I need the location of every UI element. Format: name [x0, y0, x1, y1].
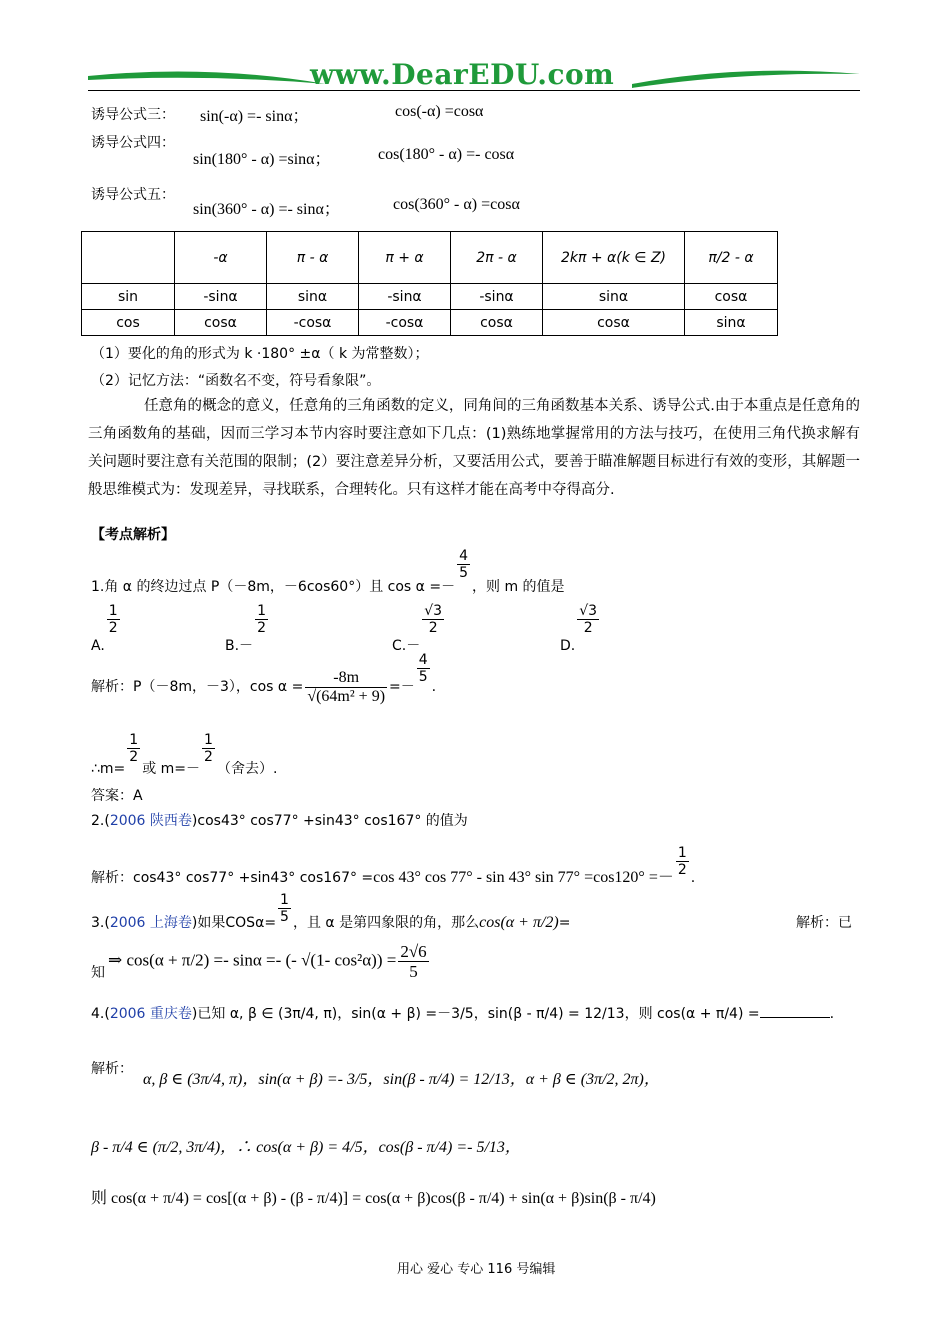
q2-stem-text: )cos43° cos77° +sin43° cos167° 的值为 [191, 813, 468, 829]
q1-option-a-fraction [107, 603, 120, 636]
frac-den: 2 [428, 620, 438, 636]
frac-num: √3 [424, 603, 443, 619]
q1-stem-frac-den: 5 [459, 565, 468, 581]
q1-solution-end: . [431, 679, 437, 695]
frac-num: 1 [257, 603, 266, 619]
table-cell: cosα [543, 310, 685, 336]
frac-num: -8m [305, 669, 387, 688]
frac-num: 1 [677, 845, 687, 861]
formula-3-sin: sin(-α) =- sinα； [200, 108, 309, 125]
q1-stem-text: 1.角 α 的终边过点 P（－8m，－6cos60°）且 cos α =－ [91, 579, 456, 595]
frac-num: 2√6 [400, 942, 427, 961]
q1-solution-frac-45 [417, 652, 430, 685]
frac-den: 5 [280, 909, 289, 925]
table-cell: -cosα [267, 310, 359, 336]
q1-stem [91, 548, 565, 596]
table-header-cell: π/2 - α [685, 232, 778, 284]
q4-solution-line-3: 则 cos(α + π/4) = cos[(α + β) - (β - π/4)] = cos(α + β)cos(β - π/4) + sin(α + β)sin(β - π/4) [91, 1190, 656, 1207]
frac-num: 1 [108, 603, 118, 619]
table-header-row [82, 232, 778, 284]
frac-den: 2 [257, 620, 266, 636]
table-row [82, 284, 778, 310]
table-cell: cos [82, 310, 175, 336]
formula-3-cos: cos(-α) =cosα [395, 103, 484, 120]
table-row [82, 310, 778, 336]
q4-answer-blank[interactable] [760, 1005, 830, 1018]
q3-solution [108, 942, 431, 981]
table-cell: sinα [267, 284, 359, 310]
frac-num: 1 [280, 892, 289, 908]
q3-solution-label: 解析：已 [796, 915, 852, 931]
q1-concl-text: ∴m= [91, 761, 126, 777]
frac-den: 2 [677, 862, 687, 878]
q1-answer: 答案：A [91, 788, 143, 804]
table-cell: sin [82, 284, 175, 310]
q1-solution-eq: =－ [389, 679, 415, 695]
q1-option-b-label: B.－ [225, 638, 254, 654]
q3-zhi: 知 [91, 965, 105, 981]
q3-num: 3.( [91, 915, 110, 931]
table-cell: cosα [451, 310, 543, 336]
q1-option-d-fraction [577, 603, 599, 636]
q4-solution-label: 解析： [91, 1061, 133, 1077]
induction-table [81, 231, 778, 336]
table-header-cell: 2π - α [451, 232, 543, 284]
q4-stem [91, 1003, 834, 1023]
q4-stem-text: )已知 α, β ∈ (3π/4, π)，sin(α + β) =－3/5，sin(β - π/4) = 12/13，则 cos(α + π/4) = [191, 1006, 760, 1022]
q1-option-c-label: C.－ [392, 638, 421, 654]
q3-frac [278, 892, 291, 925]
table-header-cell: 2kπ + α(k ∈ Z) [543, 232, 685, 284]
q1-solution-text: 解析：P（－8m，－3），cos α = [91, 679, 304, 695]
formula-4-sin: sin(180° - α) =sinα； [193, 151, 331, 168]
q1-concl-text-or: 或 m=－ [142, 761, 201, 777]
table-cell: -sinα [359, 284, 451, 310]
q2-num: 2.( [91, 813, 110, 829]
formula-5-label: 诱导公式五： [91, 187, 175, 203]
formula-3-label: 诱导公式三： [91, 107, 175, 123]
q4-solution-line-1: α, β ∈ (3π/4, π)，sin(α + β) =- 3/5，sin(β - π/4) = 12/13，α + β ∈ (3π/2, 2π)， [143, 1071, 660, 1088]
frac-den: 2 [129, 749, 139, 765]
q4-solution-line-2: β - π/4 ∈ (π/2, 3π/4)，∴ cos(α + β) = 4/5，cos(β - π/4) =- 5/13， [91, 1139, 521, 1156]
q1-option-b-fraction [255, 603, 268, 636]
frac-den: 2 [583, 620, 593, 636]
table-cell: -cosα [359, 310, 451, 336]
q2-solution-text: 解析：cos43° cos77° +sin43° cos167° = [91, 870, 374, 886]
table-cell: sinα [543, 284, 685, 310]
table-header-cell: -α [175, 232, 267, 284]
q2-solution-expr: cos 43° cos 77° - sin 43° sin 77° =cos120° =－ [373, 869, 674, 886]
note-1: （1）要化的角的形式为 k ·180° ±α（ k 为常整数）； [91, 346, 429, 362]
q4-source: 2006 重庆卷 [109, 1006, 192, 1022]
formula-5-cos: cos(360° - α) =cosα [393, 196, 520, 213]
formula-4-cos: cos(180° - α) =- cosα [378, 146, 515, 163]
formula-5-sin: sin(360° - α) =- sinα； [193, 201, 340, 218]
q1-stem-fraction [457, 548, 470, 581]
formula-4-label: 诱导公式四： [91, 135, 175, 151]
frac-den: √(64m² + 9) [307, 687, 386, 705]
q1-solution [91, 652, 436, 706]
table-cell: sinα [685, 310, 778, 336]
page-footer: 用心 爱心 专心 116 号编辑 [397, 1262, 556, 1277]
q3-source: 2006 上海卷 [109, 915, 192, 931]
q2-solution-frac [676, 845, 689, 878]
q1-conclusion [91, 732, 277, 778]
q4-stem-end: . [829, 1006, 835, 1022]
q1-concl-frac [127, 732, 140, 765]
q1-option-c [392, 603, 446, 655]
q4-num: 4.( [91, 1006, 110, 1022]
header-rule [88, 90, 860, 91]
table-header-cell [82, 232, 175, 284]
frac-den: 2 [108, 620, 118, 636]
frac-den: 2 [204, 749, 213, 765]
q3-cos-label: COSα [225, 915, 265, 931]
frac-num: 1 [204, 732, 213, 748]
frac-num: 1 [129, 732, 139, 748]
q1-concl-end: （舍去）. [216, 761, 278, 777]
section-title: 【考点解析】 [91, 527, 175, 543]
q3-expr: cos(α + π/2) [479, 914, 559, 931]
frac-den: 5 [418, 669, 428, 685]
q3-stem-text: )如果 [191, 915, 226, 931]
logo-text: www.DearEDU.com [310, 58, 615, 91]
q1-option-b [225, 603, 270, 655]
table-header-cell: π - α [267, 232, 359, 284]
logo-swoosh-right-icon [630, 62, 860, 92]
frac-num: √3 [579, 603, 598, 619]
q1-stem-frac-num: 4 [459, 548, 468, 564]
q2-stem [91, 810, 468, 830]
q2-solution [91, 845, 695, 887]
logo-swoosh-left-icon [88, 62, 328, 92]
q3-eq-2: = [558, 915, 571, 931]
q3-eq: = [264, 915, 277, 931]
table-cell: cosα [175, 310, 267, 336]
summary-paragraph: 任意角的概念的意义，任意角的三角函数的定义，同角间的三角函数基本关系、诱导公式.由于本重点是任意角的三角函数角的基础，因而三学习本节内容时要注意如下几点：(1)熟练地掌握常用的方法与技巧，在使用三角代换求解有关问题时要注意有关范围的限制；(2）要注意差异分析，又要活用公式，要善于瞄准解题目标进行有效的变形，其解题一般思维模式为：发现差异，寻找联系，合理转化。只有这样才能在高考中夺得高分. [88, 398, 860, 498]
note-2: （2）记忆方法：“函数名不变，符号看象限”。 [91, 373, 381, 389]
table-cell: -sinα [451, 284, 543, 310]
q1-option-c-fraction [422, 603, 444, 636]
q3-stem [91, 892, 570, 932]
q1-option-d [560, 603, 601, 654]
q1-solution-fraction [305, 669, 387, 706]
header-logo [88, 58, 860, 92]
table-cell: -sinα [175, 284, 267, 310]
q3-solution-expr: ⇒ cos(α + π/2) =- sinα =- (- √(1- cos²α)) = [108, 950, 397, 970]
q1-option-d-label: D. [560, 638, 576, 654]
q2-source: 2006 陕西卷 [109, 813, 192, 829]
frac-num: 4 [418, 652, 428, 668]
q1-stem-text-end: ，则 m 的值是 [472, 579, 565, 595]
q1-option-a [91, 603, 122, 654]
q1-option-a-label: A. [91, 638, 105, 654]
table-header-cell: π + α [359, 232, 451, 284]
q3-stem-text-2: ，且 α 是第四象限的角，那么 [292, 915, 480, 931]
frac-den: 5 [409, 962, 418, 981]
table-cell: cosα [685, 284, 778, 310]
q2-solution-end: . [690, 870, 696, 886]
q1-concl-frac-2 [202, 732, 215, 765]
q3-solution-frac [398, 942, 428, 981]
